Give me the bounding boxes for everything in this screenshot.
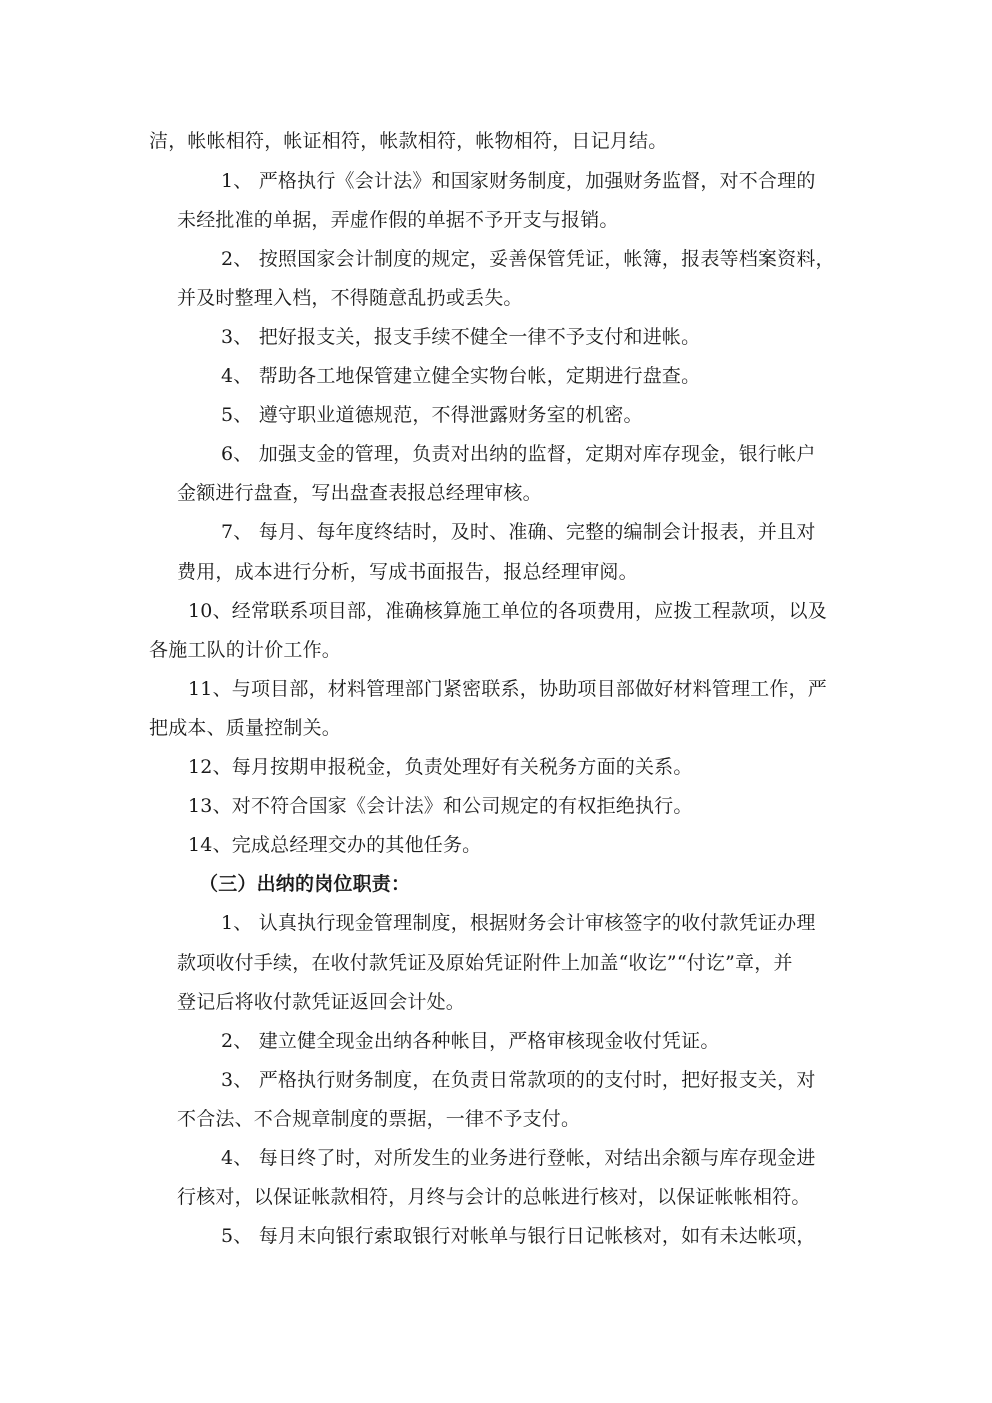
text-line: 把成本、质量控制关。 (149, 717, 342, 739)
text-line: 款项收付手续，在收付款凭证及原始凭证附件上加盖“收讫”“付讫”章，并 (177, 952, 793, 974)
text-line: 费用，成本进行分析，写成书面报告，报总经理审阅。 (177, 561, 638, 583)
list-item-10: 10、经常联系项目部，准确核算施工单位的各项费用，应拨工程款项，以及 (188, 600, 827, 622)
text-line: 登记后将收付款凭证返回会计处。 (177, 991, 466, 1013)
list-item-12: 12、每月按期申报税金，负责处理好有关税务方面的关系。 (188, 756, 693, 778)
list-item-13: 13、对不符合国家《会计法》和公司规定的有权拒绝执行。 (188, 795, 693, 817)
text-line: 金额进行盘查，写出盘查表报总经理审核。 (177, 482, 542, 504)
list-item-7: 7、 每月、每年度终结时，及时、准确、完整的编制会计报表，并且对 (221, 521, 816, 543)
text-line: 行核对，以保证帐款相符，月终与会计的总帐进行核对，以保证帐帐相符。 (177, 1186, 811, 1208)
list-item-3: 3、 严格执行财务制度，在负责日常款项的的支付时，把好报支关，对 (221, 1069, 816, 1091)
list-item-14: 14、完成总经理交办的其他任务。 (188, 834, 482, 856)
list-item-5: 5、 每月末向银行索取银行对帐单与银行日记帐核对，如有未达帐项， (221, 1225, 816, 1247)
text-line: 不合法、不合规章制度的票据，一律不予支付。 (177, 1108, 581, 1130)
text-line: 各施工队的计价工作。 (149, 639, 342, 661)
text-line: 未经批准的单据，弄虚作假的单据不予开支与报销。 (177, 209, 619, 231)
list-item-1: 1、 认真执行现金管理制度，根据财务会计审核签字的收付款凭证办理 (221, 912, 816, 934)
list-item-3: 3、 把好报支关，报支手续不健全一律不予支付和进帐。 (221, 326, 701, 348)
list-item-5: 5、 遵守职业道德规范，不得泄露财务室的机密。 (221, 404, 643, 426)
text-line: 洁，帐帐相符，帐证相符，帐款相符，帐物相符，日记月结。 (149, 130, 668, 152)
list-item-6: 6、 加强支金的管理，负责对出纳的监督，定期对库存现金，银行帐户 (221, 443, 816, 465)
list-item-11: 11、与项目部，材料管理部门紧密联系，协助项目部做好材料管理工作，严 (188, 678, 827, 700)
text-line: 并及时整理入档，不得随意乱扔或丢失。 (177, 287, 523, 309)
list-item-2: 2、 建立健全现金出纳各种帐目，严格审核现金收付凭证。 (221, 1030, 720, 1052)
list-item-4: 4、 帮助各工地保管建立健全实物台帐，定期进行盘查。 (221, 365, 701, 387)
list-item-2: 2、 按照国家会计制度的规定，妥善保管凭证，帐簿，报表等档案资料， (221, 248, 835, 270)
list-item-1: 1、 严格执行《会计法》和国家财务制度，加强财务监督，对不合理的 (221, 170, 816, 192)
section-heading: （三）出纳的岗位职责： (199, 873, 411, 895)
list-item-4: 4、 每日终了时，对所发生的业务进行登帐，对结出余额与库存现金进 (221, 1147, 816, 1169)
